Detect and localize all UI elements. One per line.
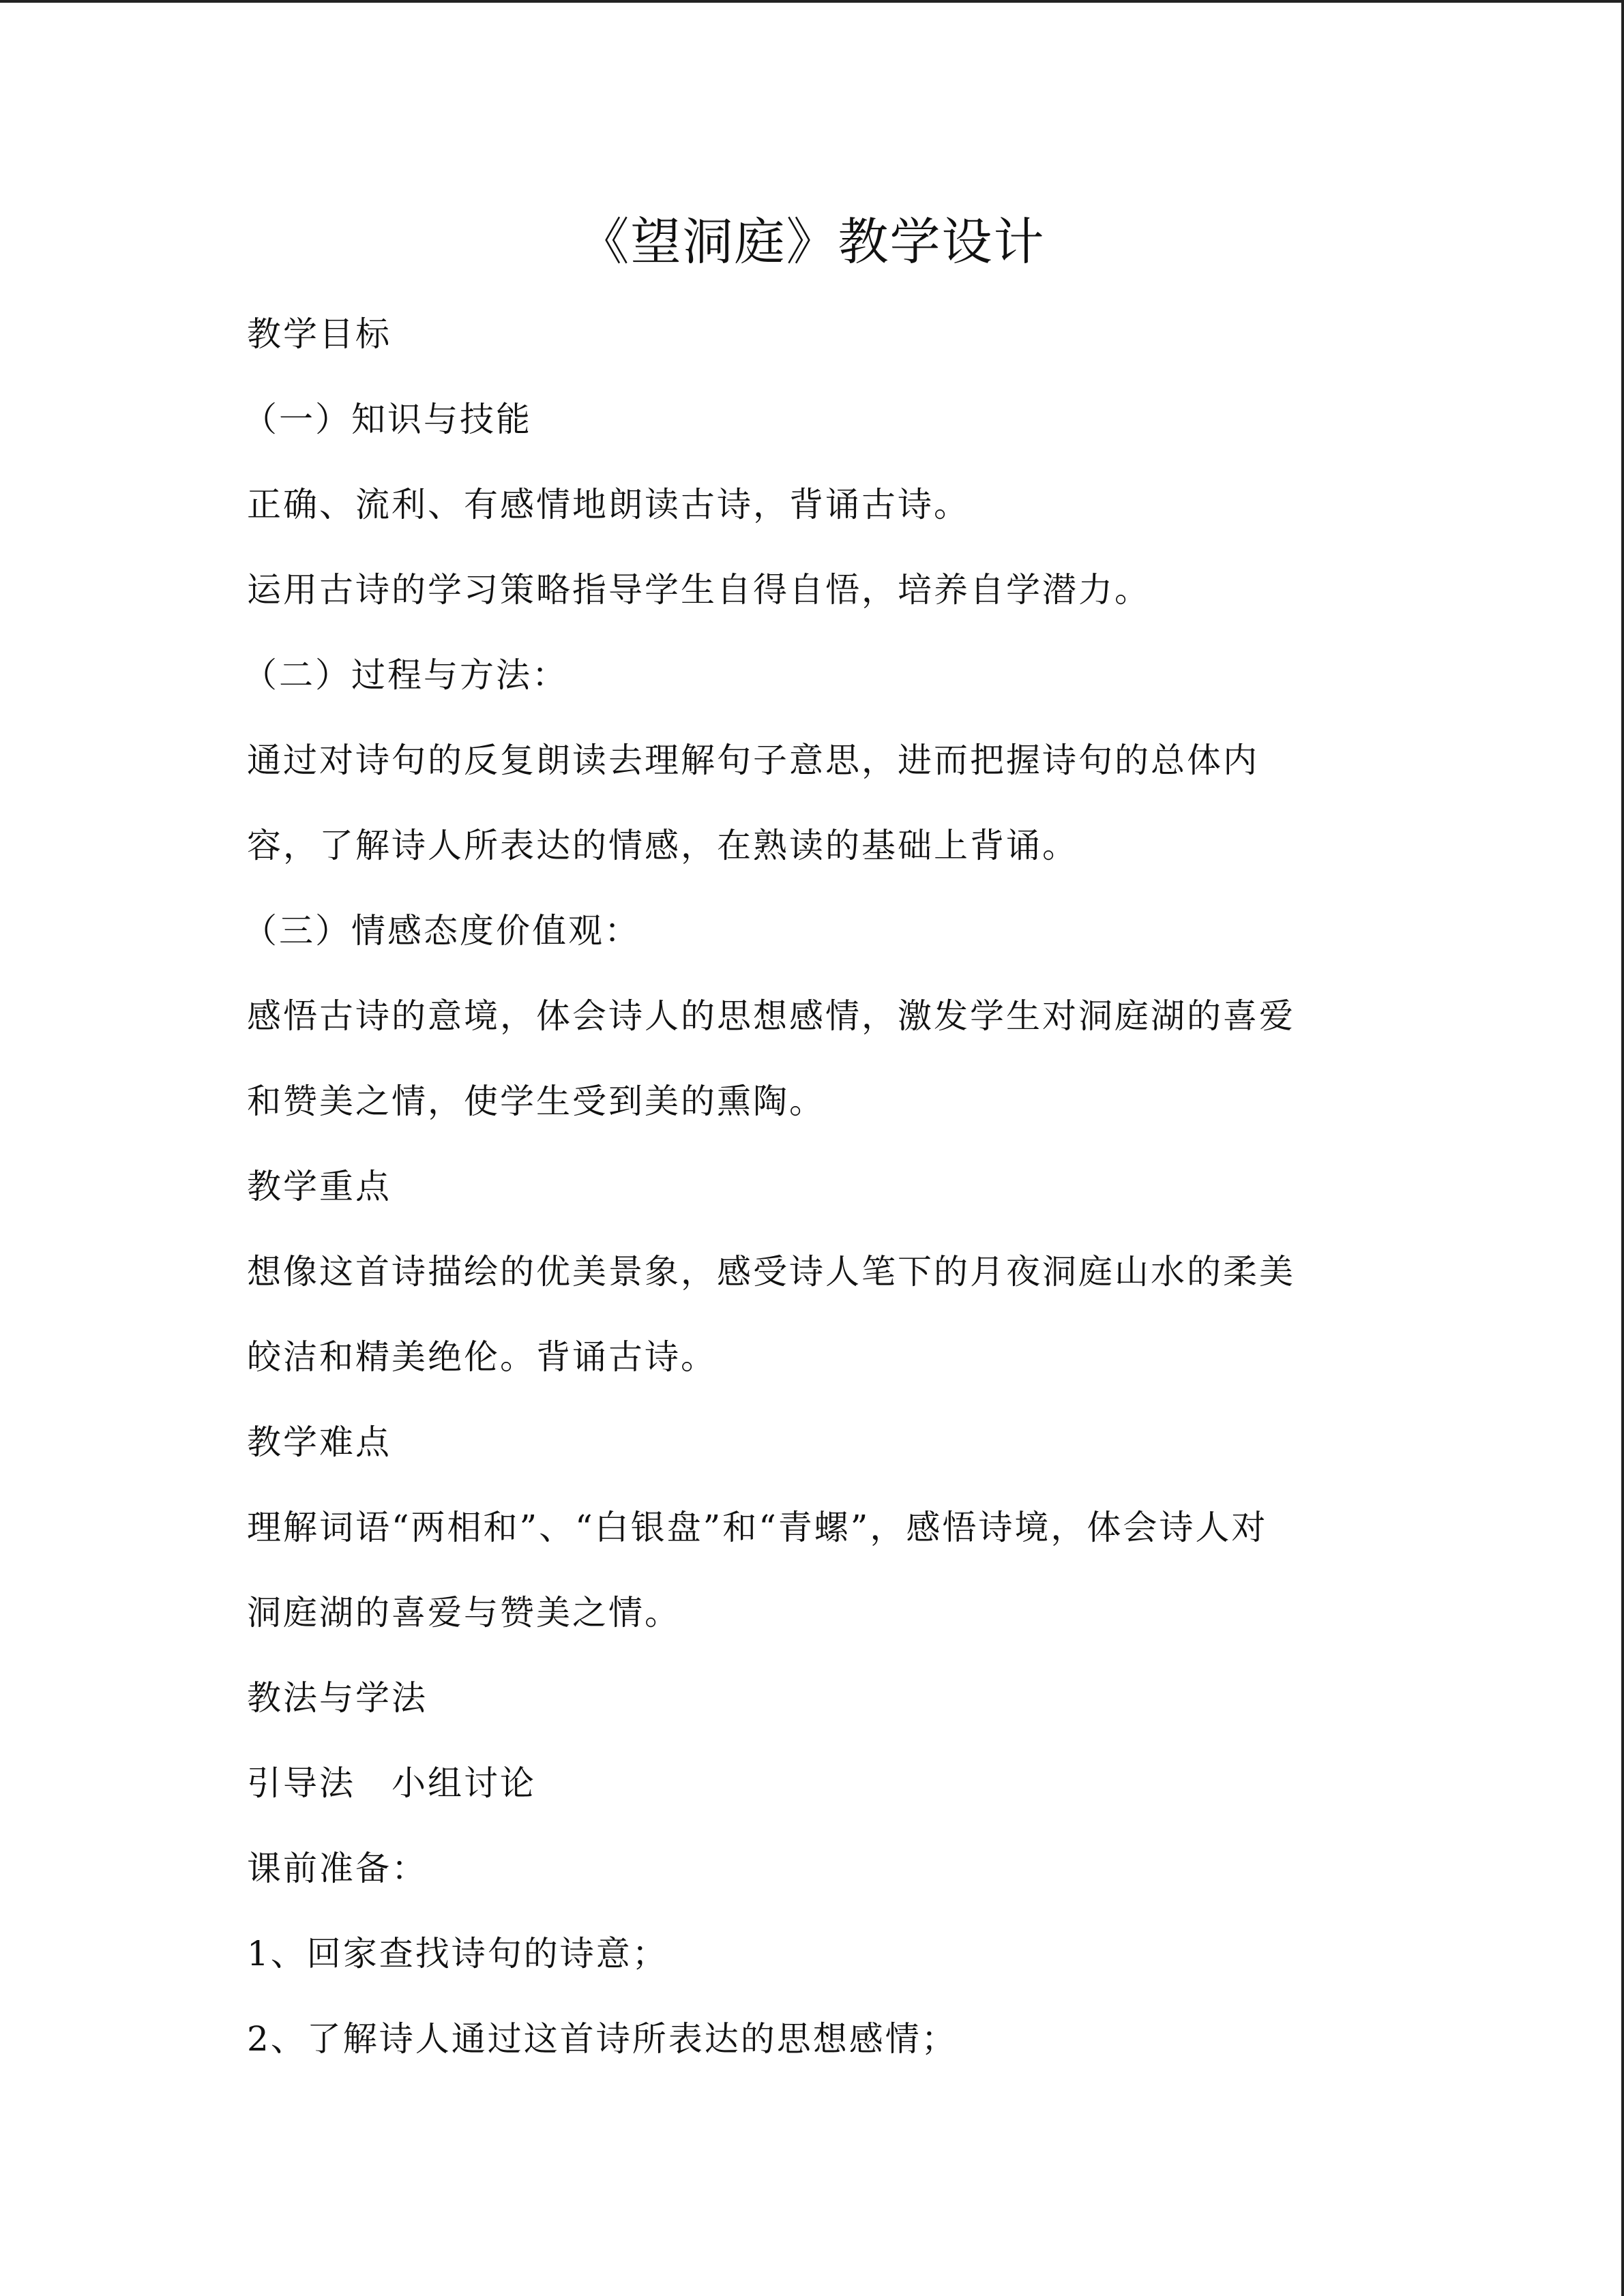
- paragraph-line: 通过对诗句的反复朗读去理解句子意思，进而把握诗句的总体内: [247, 741, 1259, 780]
- subsection-knowledge-skills: （一）知识与技能: [243, 400, 532, 439]
- paragraph-line: 想像这首诗描绘的优美景象，感受诗人笔下的月夜洞庭山水的柔美: [247, 1252, 1295, 1292]
- paragraph-line: 正确、流利、有感情地朗读古诗，背诵古诗。: [247, 485, 970, 524]
- paragraph-line: 理解词语“两相和”、“白银盘”和“青螺”，感悟诗境，体会诗人对: [247, 1508, 1268, 1547]
- paragraph-line: 感悟古诗的意境，体会诗人的思想感情，激发学生对洞庭湖的喜爱: [247, 996, 1295, 1036]
- page-border-right: [1621, 0, 1624, 2296]
- document-title: 《望洞庭》教学设计: [578, 213, 1046, 271]
- document-body: [243, 292, 1400, 2082]
- section-heading-key-points: 教学重点: [247, 1167, 392, 1206]
- paragraph-line: 容，了解诗人所表达的情感，在熟读的基础上背诵。: [247, 826, 1078, 865]
- paragraph-line: 引导法 小组讨论: [247, 1763, 536, 1803]
- section-heading-objectives: 教学目标: [247, 314, 392, 354]
- section-heading-preparation: 课前准备：: [247, 1849, 428, 1888]
- list-item: 2、了解诗人通过这首诗所表达的思想感情；: [247, 2019, 958, 2059]
- paragraph-line: 洞庭湖的喜爱与赞美之情。: [247, 1593, 681, 1632]
- paragraph-line: 皎洁和精美绝伦。背诵古诗。: [247, 1337, 717, 1377]
- section-heading-methods: 教法与学法: [247, 1678, 428, 1718]
- section-heading-difficulties: 教学难点: [247, 1422, 392, 1462]
- paragraph-line: 和赞美之情，使学生受到美的熏陶。: [247, 1082, 825, 1121]
- page-border-top: [0, 0, 1624, 3]
- subsection-process-method: （二）过程与方法：: [243, 655, 568, 695]
- paragraph-line: 运用古诗的学习策略指导学生自得自悟，培养自学潜力。: [247, 570, 1151, 610]
- subsection-emotion-values: （三）情感态度价值观：: [243, 911, 640, 951]
- list-item: 1、回家查找诗句的诗意；: [247, 1934, 668, 1973]
